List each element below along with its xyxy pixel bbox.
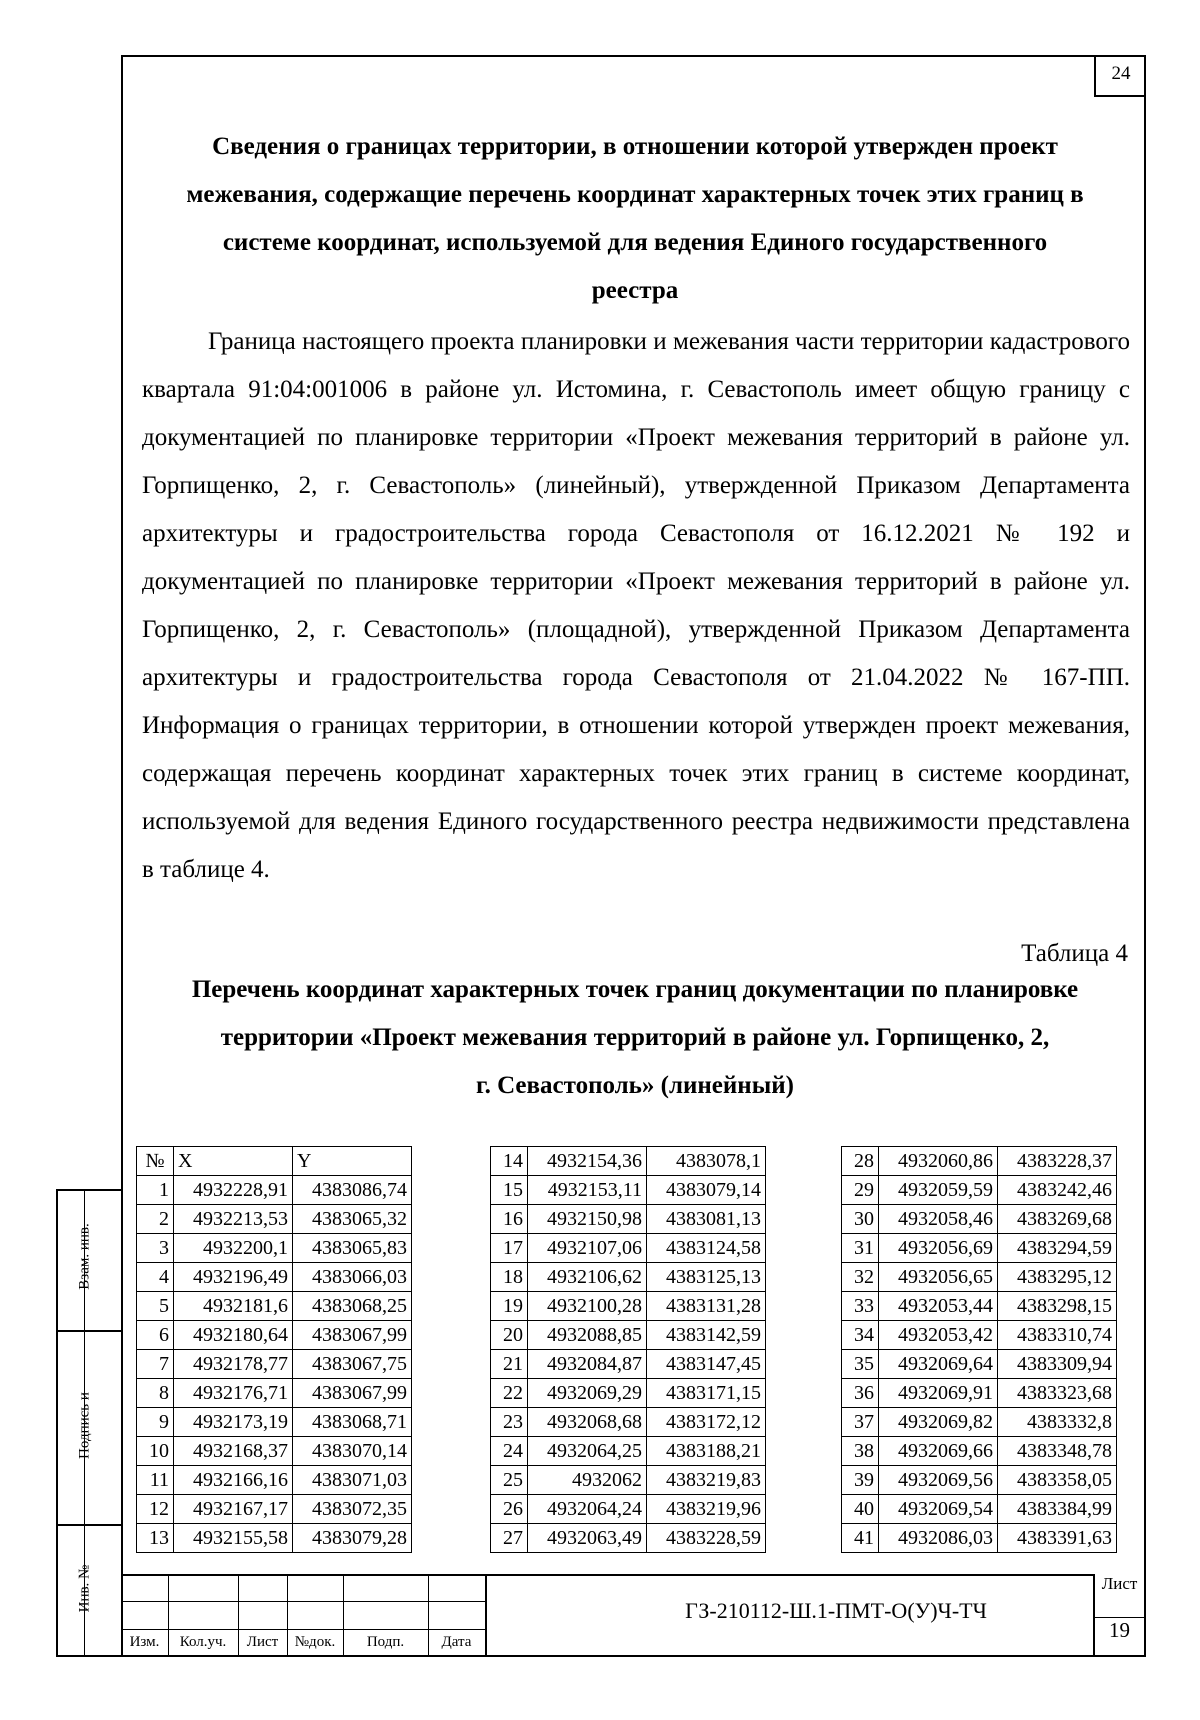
point-number: 12 — [137, 1495, 174, 1524]
point-number: 31 — [842, 1234, 879, 1263]
column-header-num: № — [137, 1147, 174, 1176]
column-header-x: X — [174, 1147, 293, 1176]
table-row — [842, 1495, 1117, 1524]
table-row — [137, 1321, 412, 1350]
y-coordinate: 4383384,99 — [998, 1495, 1117, 1524]
y-coordinate: 4383067,99 — [293, 1321, 412, 1350]
y-coordinate: 4383269,68 — [998, 1205, 1117, 1234]
x-coordinate: 4932106,62 — [528, 1263, 647, 1292]
y-coordinate: 4383125,13 — [647, 1263, 766, 1292]
table-row — [491, 1176, 766, 1205]
table-row — [842, 1466, 1117, 1495]
col-podp: Подп. — [366, 1634, 405, 1650]
y-coordinate: 4383310,74 — [998, 1321, 1117, 1350]
point-number: 4 — [137, 1263, 174, 1292]
col-data: Дата — [441, 1634, 472, 1650]
x-coordinate: 4932086,03 — [879, 1524, 998, 1553]
x-coordinate: 4932069,82 — [879, 1408, 998, 1437]
point-number: 37 — [842, 1408, 879, 1437]
y-coordinate: 4383067,75 — [293, 1350, 412, 1379]
table-row — [137, 1437, 412, 1466]
table-title — [140, 966, 1130, 1110]
x-coordinate: 4932181,6 — [174, 1292, 293, 1321]
point-number: 16 — [491, 1205, 528, 1234]
page-number: 24 — [1094, 55, 1146, 97]
heading-line: реестра — [591, 277, 679, 304]
y-coordinate: 4383068,71 — [293, 1408, 412, 1437]
point-number: 25 — [491, 1466, 528, 1495]
heading-line: системе координат, используемой для ведения Единого государственного — [222, 229, 1048, 256]
x-coordinate: 4932059,59 — [879, 1176, 998, 1205]
table-row — [842, 1147, 1117, 1176]
point-number: 28 — [842, 1147, 879, 1176]
table-row — [842, 1292, 1117, 1321]
x-coordinate: 4932053,44 — [879, 1292, 998, 1321]
y-coordinate: 4383124,58 — [647, 1234, 766, 1263]
x-coordinate: 4932069,66 — [879, 1437, 998, 1466]
table-row — [137, 1292, 412, 1321]
y-coordinate: 4383079,14 — [647, 1176, 766, 1205]
table-row — [137, 1495, 412, 1524]
point-number: 5 — [137, 1292, 174, 1321]
x-coordinate: 4932063,49 — [528, 1524, 647, 1553]
point-number: 18 — [491, 1263, 528, 1292]
table-row — [491, 1524, 766, 1553]
coordinates-table-3 — [841, 1146, 1117, 1553]
x-coordinate: 4932058,46 — [879, 1205, 998, 1234]
point-number: 11 — [137, 1466, 174, 1495]
table-row — [491, 1321, 766, 1350]
y-coordinate: 4383079,28 — [293, 1524, 412, 1553]
point-number: 10 — [137, 1437, 174, 1466]
x-coordinate: 4932084,87 — [528, 1350, 647, 1379]
x-coordinate: 4932150,98 — [528, 1205, 647, 1234]
x-coordinate: 4932178,77 — [174, 1350, 293, 1379]
table-row — [842, 1408, 1117, 1437]
point-number: 40 — [842, 1495, 879, 1524]
point-number: 9 — [137, 1408, 174, 1437]
y-coordinate: 4383131,28 — [647, 1292, 766, 1321]
table-row — [491, 1495, 766, 1524]
document-code: ГЗ-210112-Ш.1-ПМТ-О(У)Ч-ТЧ — [685, 1598, 987, 1623]
point-number: 38 — [842, 1437, 879, 1466]
table-row — [137, 1176, 412, 1205]
x-coordinate: 4932180,64 — [174, 1321, 293, 1350]
y-coordinate: 4383348,78 — [998, 1437, 1117, 1466]
x-coordinate: 4932056,65 — [879, 1263, 998, 1292]
table-row — [842, 1321, 1117, 1350]
point-number: 36 — [842, 1379, 879, 1408]
section-heading — [140, 123, 1130, 315]
table-row — [842, 1205, 1117, 1234]
x-coordinate: 4932173,19 — [174, 1408, 293, 1437]
y-coordinate: 4383391,63 — [998, 1524, 1117, 1553]
point-number: 26 — [491, 1495, 528, 1524]
point-number: 15 — [491, 1176, 528, 1205]
table-row — [842, 1234, 1117, 1263]
table-row — [137, 1524, 412, 1553]
table-title-line: г. Севастополь» (линейный) — [476, 1072, 794, 1099]
y-coordinate: 4383072,35 — [293, 1495, 412, 1524]
x-coordinate: 4932088,85 — [528, 1321, 647, 1350]
x-coordinate: 4932167,17 — [174, 1495, 293, 1524]
body-text — [142, 318, 1130, 894]
x-coordinate: 4932068,68 — [528, 1408, 647, 1437]
table-row — [842, 1176, 1117, 1205]
x-coordinate: 4932053,42 — [879, 1321, 998, 1350]
table-row — [491, 1350, 766, 1379]
x-coordinate: 4932100,28 — [528, 1292, 647, 1321]
table-row — [491, 1205, 766, 1234]
y-coordinate: 4383078,1 — [647, 1147, 766, 1176]
x-coordinate: 4932176,71 — [174, 1379, 293, 1408]
y-coordinate: 4383066,03 — [293, 1263, 412, 1292]
y-coordinate: 4383309,94 — [998, 1350, 1117, 1379]
y-coordinate: 4383147,45 — [647, 1350, 766, 1379]
y-coordinate: 4383065,32 — [293, 1205, 412, 1234]
table-row — [137, 1466, 412, 1495]
table-row — [491, 1292, 766, 1321]
x-coordinate: 4932155,58 — [174, 1524, 293, 1553]
y-coordinate: 4383242,46 — [998, 1176, 1117, 1205]
y-coordinate: 4383295,12 — [998, 1263, 1117, 1292]
y-coordinate: 4383065,83 — [293, 1234, 412, 1263]
table-row — [842, 1263, 1117, 1292]
y-coordinate: 4383332,8 — [998, 1408, 1117, 1437]
x-coordinate: 4932228,91 — [174, 1176, 293, 1205]
point-number: 34 — [842, 1321, 879, 1350]
x-coordinate: 4932069,54 — [879, 1495, 998, 1524]
y-coordinate: 4383171,15 — [647, 1379, 766, 1408]
point-number: 7 — [137, 1350, 174, 1379]
y-coordinate: 4383188,21 — [647, 1437, 766, 1466]
table-label: Таблица 4 — [1021, 940, 1128, 967]
y-coordinate: 4383068,25 — [293, 1292, 412, 1321]
y-coordinate: 4383219,83 — [647, 1466, 766, 1495]
column-header-y: Y — [293, 1147, 412, 1176]
y-coordinate: 4383067,99 — [293, 1379, 412, 1408]
x-coordinate: 4932166,16 — [174, 1466, 293, 1495]
point-number: 14 — [491, 1147, 528, 1176]
x-coordinate: 4932168,37 — [174, 1437, 293, 1466]
table-row — [491, 1263, 766, 1292]
point-number: 27 — [491, 1524, 528, 1553]
heading-line: межевания, содержащие перечень координат характерных точек этих границ в — [186, 181, 1084, 208]
point-number: 2 — [137, 1205, 174, 1234]
point-number: 32 — [842, 1263, 879, 1292]
point-number: 33 — [842, 1292, 879, 1321]
table-row — [137, 1379, 412, 1408]
table-row — [491, 1437, 766, 1466]
x-coordinate: 4932213,53 — [174, 1205, 293, 1234]
table-header-row — [137, 1147, 412, 1176]
inv-number-label: Инв. № — [76, 1564, 93, 1613]
point-number: 17 — [491, 1234, 528, 1263]
point-number: 35 — [842, 1350, 879, 1379]
table-row — [137, 1234, 412, 1263]
point-number: 19 — [491, 1292, 528, 1321]
sheet-label: Лист — [1101, 1574, 1138, 1593]
point-number: 21 — [491, 1350, 528, 1379]
x-coordinate: 4932153,11 — [528, 1176, 647, 1205]
x-coordinate: 4932069,29 — [528, 1379, 647, 1408]
x-coordinate: 4932060,86 — [879, 1147, 998, 1176]
table-row — [137, 1408, 412, 1437]
col-list: Лист — [246, 1634, 279, 1650]
table-row — [842, 1437, 1117, 1466]
table-row — [842, 1379, 1117, 1408]
y-coordinate: 4383070,14 — [293, 1437, 412, 1466]
x-coordinate: 4932069,56 — [879, 1466, 998, 1495]
point-number: 29 — [842, 1176, 879, 1205]
x-coordinate: 4932154,36 — [528, 1147, 647, 1176]
table-row — [137, 1205, 412, 1234]
y-coordinate: 4383298,15 — [998, 1292, 1117, 1321]
y-coordinate: 4383294,59 — [998, 1234, 1117, 1263]
x-coordinate: 4932200,1 — [174, 1234, 293, 1263]
col-ndok: №док. — [294, 1634, 336, 1650]
point-number: 23 — [491, 1408, 528, 1437]
table-row — [137, 1350, 412, 1379]
x-coordinate: 4932062 — [528, 1466, 647, 1495]
y-coordinate: 4383228,59 — [647, 1524, 766, 1553]
sheet-number: 19 — [1109, 1618, 1130, 1642]
col-izm: Изм. — [129, 1634, 160, 1650]
heading-line: Сведения о границах территории, в отношении которой утвержден проект — [212, 133, 1058, 160]
point-number: 24 — [491, 1437, 528, 1466]
x-coordinate: 4932196,49 — [174, 1263, 293, 1292]
point-number: 13 — [137, 1524, 174, 1553]
y-coordinate: 4383323,68 — [998, 1379, 1117, 1408]
y-coordinate: 4383358,05 — [998, 1466, 1117, 1495]
podpis-label: Подпись и — [76, 1392, 93, 1459]
point-number: 1 — [137, 1176, 174, 1205]
table-row — [842, 1350, 1117, 1379]
table-row — [491, 1408, 766, 1437]
x-coordinate: 4932069,64 — [879, 1350, 998, 1379]
table-title-line: территории «Проект межевания территорий в районе ул. Горпищенко, 2, — [220, 1024, 1050, 1051]
point-number: 20 — [491, 1321, 528, 1350]
point-number: 3 — [137, 1234, 174, 1263]
table-row — [842, 1524, 1117, 1553]
coordinates-table-1 — [136, 1146, 412, 1553]
col-kol-uch: Кол.уч. — [179, 1634, 227, 1650]
y-coordinate: 4383142,59 — [647, 1321, 766, 1350]
y-coordinate: 4383081,13 — [647, 1205, 766, 1234]
table-row — [137, 1263, 412, 1292]
point-number: 41 — [842, 1524, 879, 1553]
point-number: 30 — [842, 1205, 879, 1234]
table-row — [491, 1234, 766, 1263]
x-coordinate: 4932064,25 — [528, 1437, 647, 1466]
table-row — [491, 1466, 766, 1495]
table-row — [491, 1147, 766, 1176]
x-coordinate: 4932069,91 — [879, 1379, 998, 1408]
table-row — [491, 1379, 766, 1408]
coordinates-table-2 — [490, 1146, 766, 1553]
point-number: 6 — [137, 1321, 174, 1350]
point-number: 22 — [491, 1379, 528, 1408]
table-title-line: Перечень координат характерных точек границ документации по планировке — [191, 976, 1079, 1003]
y-coordinate: 4383228,37 — [998, 1147, 1117, 1176]
y-coordinate: 4383086,74 — [293, 1176, 412, 1205]
point-number: 39 — [842, 1466, 879, 1495]
y-coordinate: 4383172,12 — [647, 1408, 766, 1437]
vzam-inv-label: Взам. инв. — [76, 1223, 93, 1290]
title-block — [121, 1574, 1146, 1657]
x-coordinate: 4932056,69 — [879, 1234, 998, 1263]
y-coordinate: 4383071,03 — [293, 1466, 412, 1495]
paragraph: Граница настоящего проекта планировки и межевания части территории кадастрового квартала 91:04:001006 в районе ул. Истомина, г. Севастополь имеет общую границу с документацией по планировке территории «Проект межевания территорий в районе ул. Горпищенко, 2, г. Севастополь» (линейный), утвержденной Приказом Департамента архитектуры и градостроительства города Севастополя от 16.12.2021 № 192 и документацией по планировке территории «Проект межевания территорий в районе ул. Горпищенко, 2, г. Севастополь» (площадной), утвержденной Приказом Департамента архитектуры и градостроительства города Севастополя от 21.04.2022 № 167-ПП. Информация о границах территории, в отношении которой утвержден проект межевания, содержащая перечень координат характерных точек этих границ в системе координат, используемой для ведения Единого государственного реестра недвижимости представлена в таблице 4. — [142, 328, 1130, 883]
point-number: 8 — [137, 1379, 174, 1408]
x-coordinate: 4932064,24 — [528, 1495, 647, 1524]
y-coordinate: 4383219,96 — [647, 1495, 766, 1524]
x-coordinate: 4932107,06 — [528, 1234, 647, 1263]
